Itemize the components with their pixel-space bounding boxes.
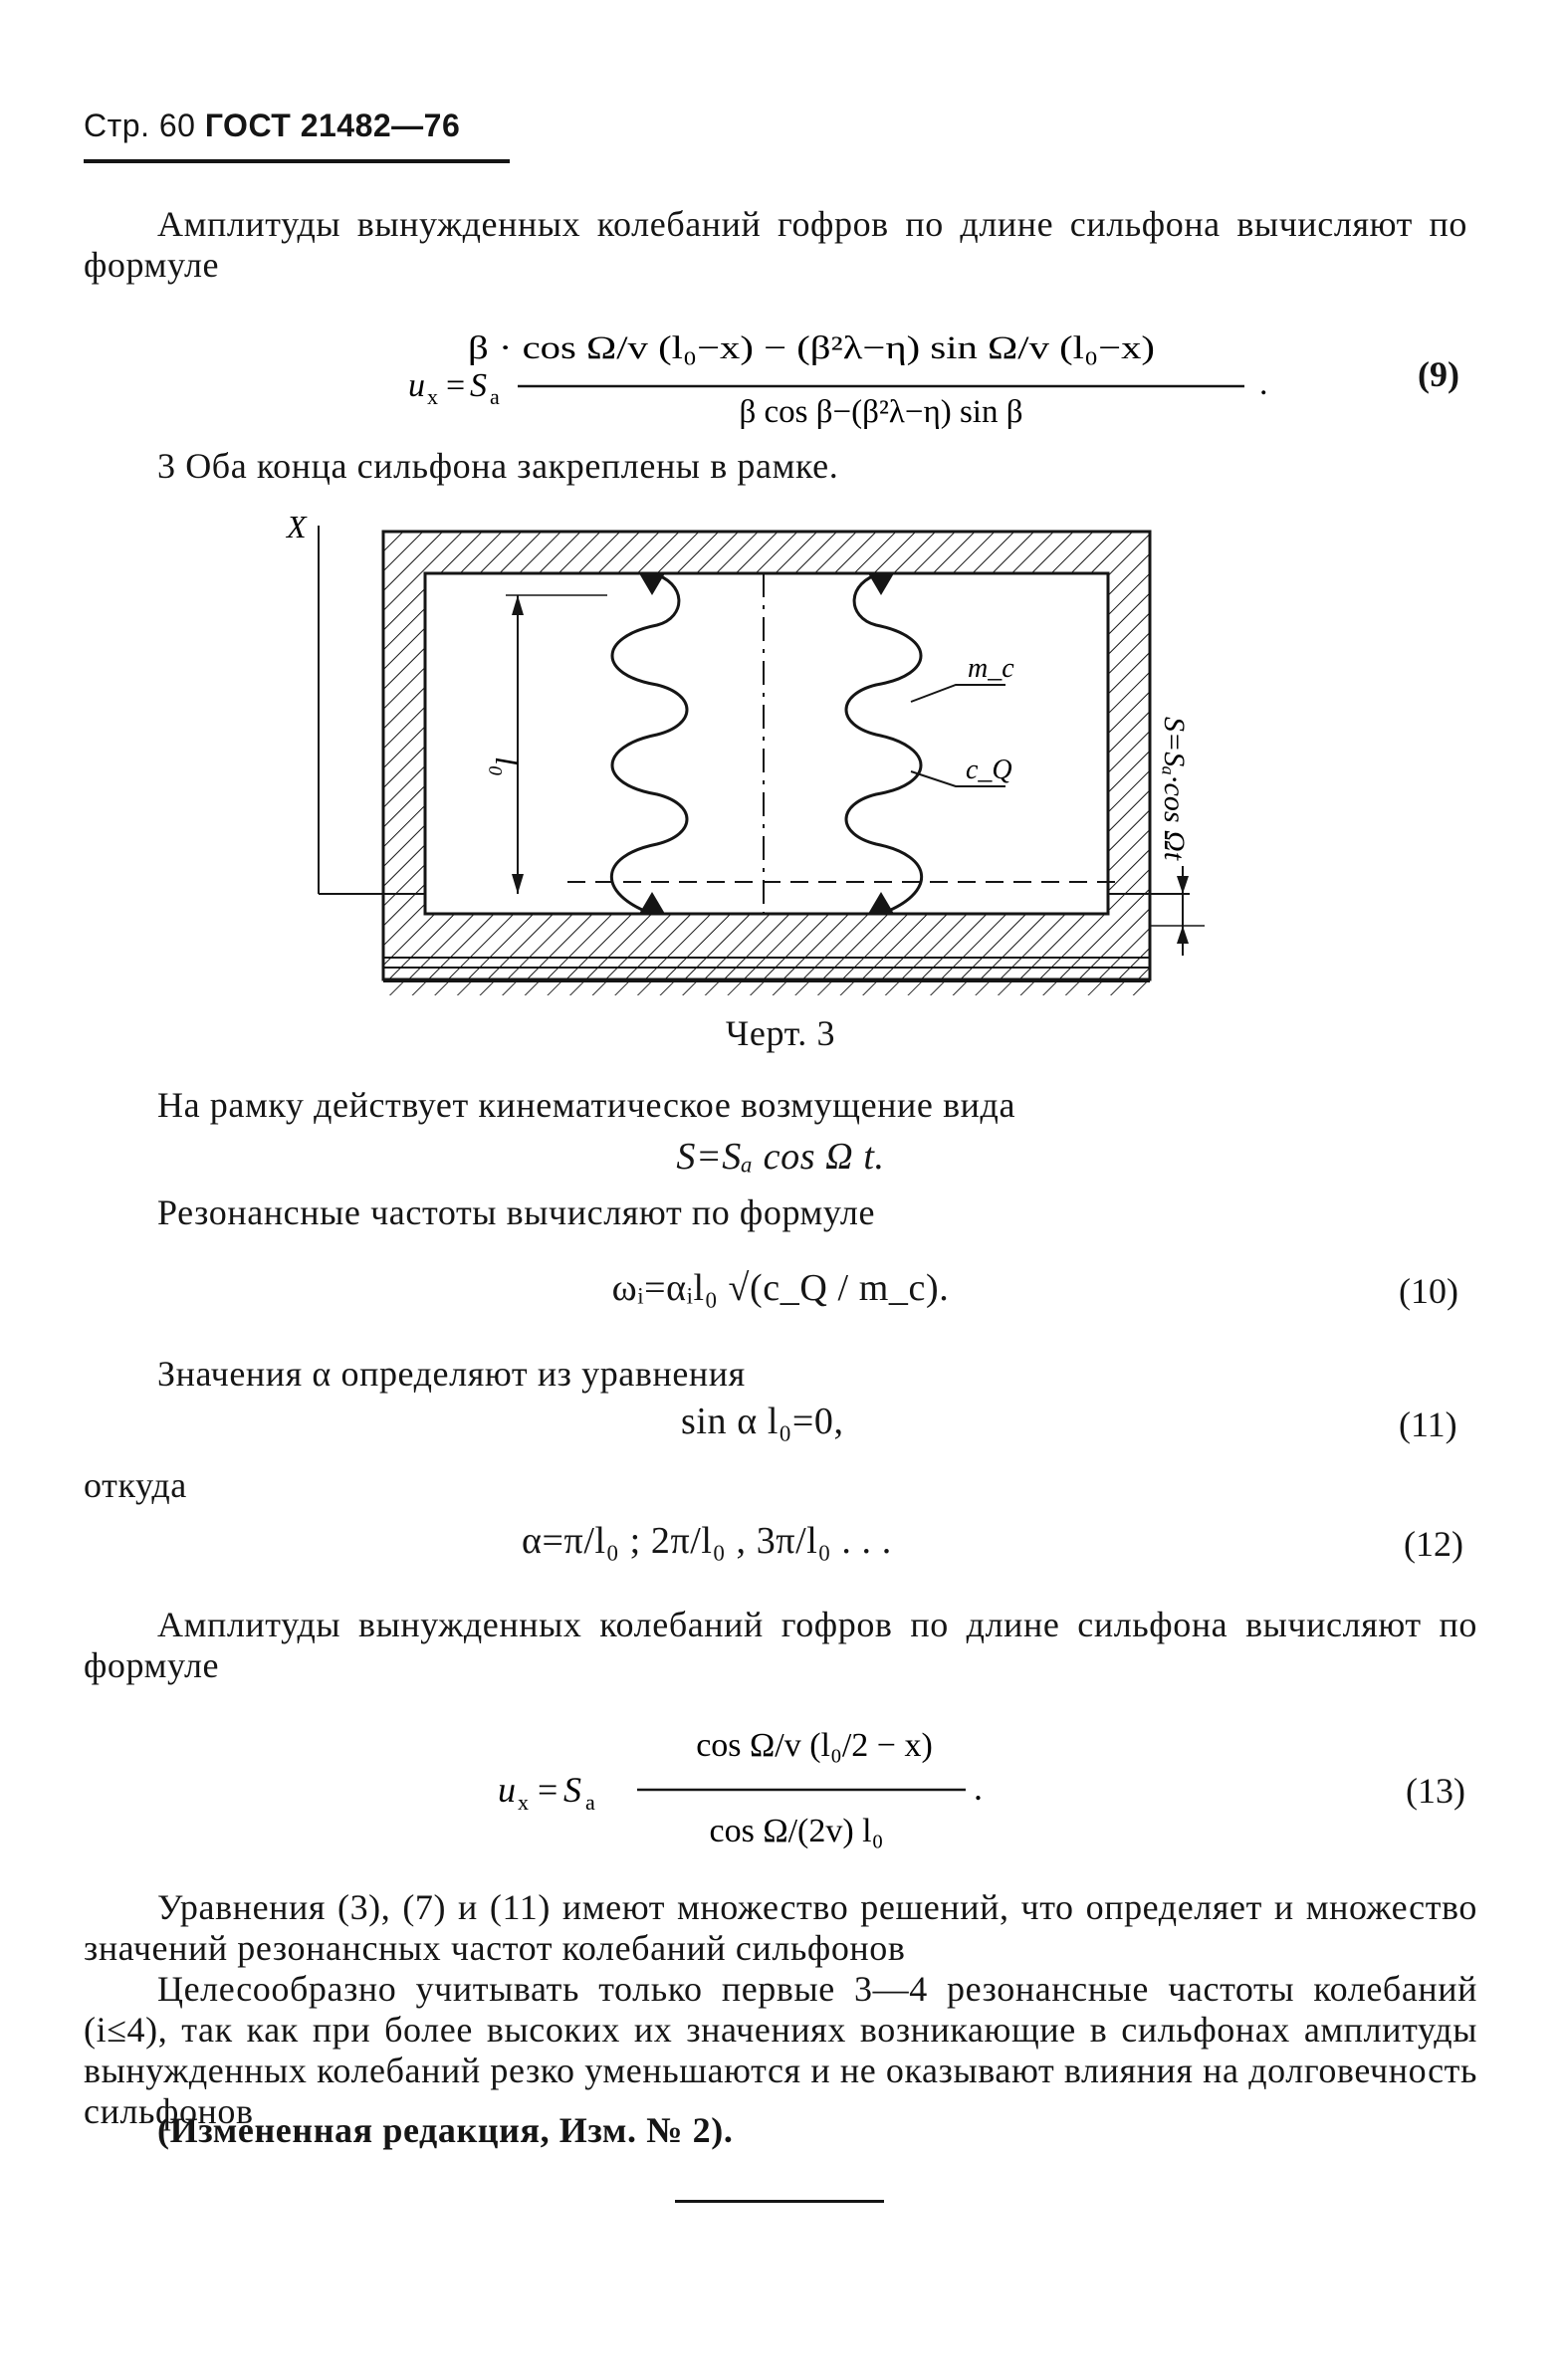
formula-13-lhs-sub: x <box>518 1790 529 1815</box>
paragraph-whence: откуда <box>84 1465 187 1505</box>
formula-10-number: (10) <box>1399 1271 1458 1311</box>
formula-excitation: S=Sₐ cos Ω t. <box>676 1136 885 1178</box>
case-3-heading: 3 Оба конца сильфона закреплены в рамке. <box>157 446 839 486</box>
paragraph-solutions: Уравнения (3), (7) и (11) имеют множество решений, что определяет и множество значений резонансных частот колебаний сильфонов <box>84 1887 1477 1968</box>
dimension-arrow <box>1177 876 1189 894</box>
length-label: l₀ <box>489 757 525 777</box>
formula-13-factor-sub: a <box>585 1790 595 1815</box>
figure-3 <box>269 508 1254 995</box>
formula-10: ωᵢ=αᵢl₀ √(c_Q / m_c). <box>611 1267 950 1309</box>
stiffness-label: c_Q <box>966 755 1012 785</box>
paragraph-first-frequencies: Целесообразно учитывать только первые 3—4 резонансные частоты колебаний (i≤4), так как при более высоких их значениях возникающие в сильфонах амплитуды вынужденных колебаний резко уменьшаются и не оказывают влияния на долговечность сильфонов <box>84 1969 1477 2131</box>
axis-label: X <box>287 509 307 544</box>
formula-9-numerator: β · cos Ω/v (l₀−x) − (β²λ−η) sin Ω/v (l₀−x) <box>468 330 1155 366</box>
displacement-label: S=Sₐ·cos Ωt <box>1158 717 1191 861</box>
formula-11: sin α l₀=0, <box>681 1401 844 1442</box>
paragraph-alpha: Значения α определяют из уравнения <box>157 1354 746 1394</box>
figure-caption: Черт. 3 <box>725 1013 836 1053</box>
formula-13 <box>498 1692 1055 1871</box>
formula-11-number: (11) <box>1399 1405 1457 1444</box>
formula-9-lhs-sub: x <box>427 384 438 409</box>
amendment-note: (Измененная редакция, Изм. № 2). <box>157 2110 734 2150</box>
formula-13-denominator: cos Ω/(2v) l₀ <box>709 1813 884 1849</box>
paragraph-amplitude-2: Амплитуды вынужденных колебаний гофров по длине сильфона вычисляют по формуле <box>84 1605 1477 1685</box>
paragraph-excitation: На рамку действует кинематическое возмущение вида <box>157 1085 1016 1125</box>
formula-12-number: (12) <box>1404 1524 1463 1564</box>
formula-9-number: (9) <box>1418 354 1459 394</box>
header-rule <box>84 159 510 163</box>
formula-9-denominator: β cos β−(β²λ−η) sin β <box>739 394 1023 430</box>
formula-9-factor-sub: a <box>490 384 500 409</box>
formula-9-eq: = <box>446 367 466 404</box>
formula-9-lhs: u <box>408 367 425 404</box>
formula-9-factor: S <box>470 367 487 404</box>
formula-13-end: . <box>974 1768 983 1808</box>
page-header <box>84 108 460 144</box>
paragraph-amplitude-intro: Амплитуды вынужденных колебаний гофров по длине сильфона вычисляют по формуле <box>84 204 1467 285</box>
standard-number: ГОСТ 21482—76 <box>204 108 461 143</box>
formula-9-end: . <box>1259 365 1268 402</box>
formula-13-numerator: cos Ω/v (l₀/2 − x) <box>696 1727 933 1764</box>
dimension-arrow <box>1177 926 1189 944</box>
paragraph-resonance: Резонансные частоты вычисляют по формуле <box>157 1192 876 1232</box>
formula-13-lhs: u <box>498 1770 516 1810</box>
formula-9 <box>408 299 1304 438</box>
mass-label: m_c <box>968 653 1014 684</box>
formula-13-eq: = <box>538 1770 558 1810</box>
page-number: Стр. 60 <box>84 108 196 143</box>
end-rule <box>675 2200 884 2203</box>
formula-13-number: (13) <box>1406 1771 1465 1811</box>
frame-interior <box>425 573 1108 914</box>
ground-hatch <box>383 981 1150 995</box>
formula-13-factor: S <box>563 1770 581 1810</box>
formula-12: α=π/l₀ ; 2π/l₀ , 3π/l₀ . . . <box>522 1520 892 1562</box>
